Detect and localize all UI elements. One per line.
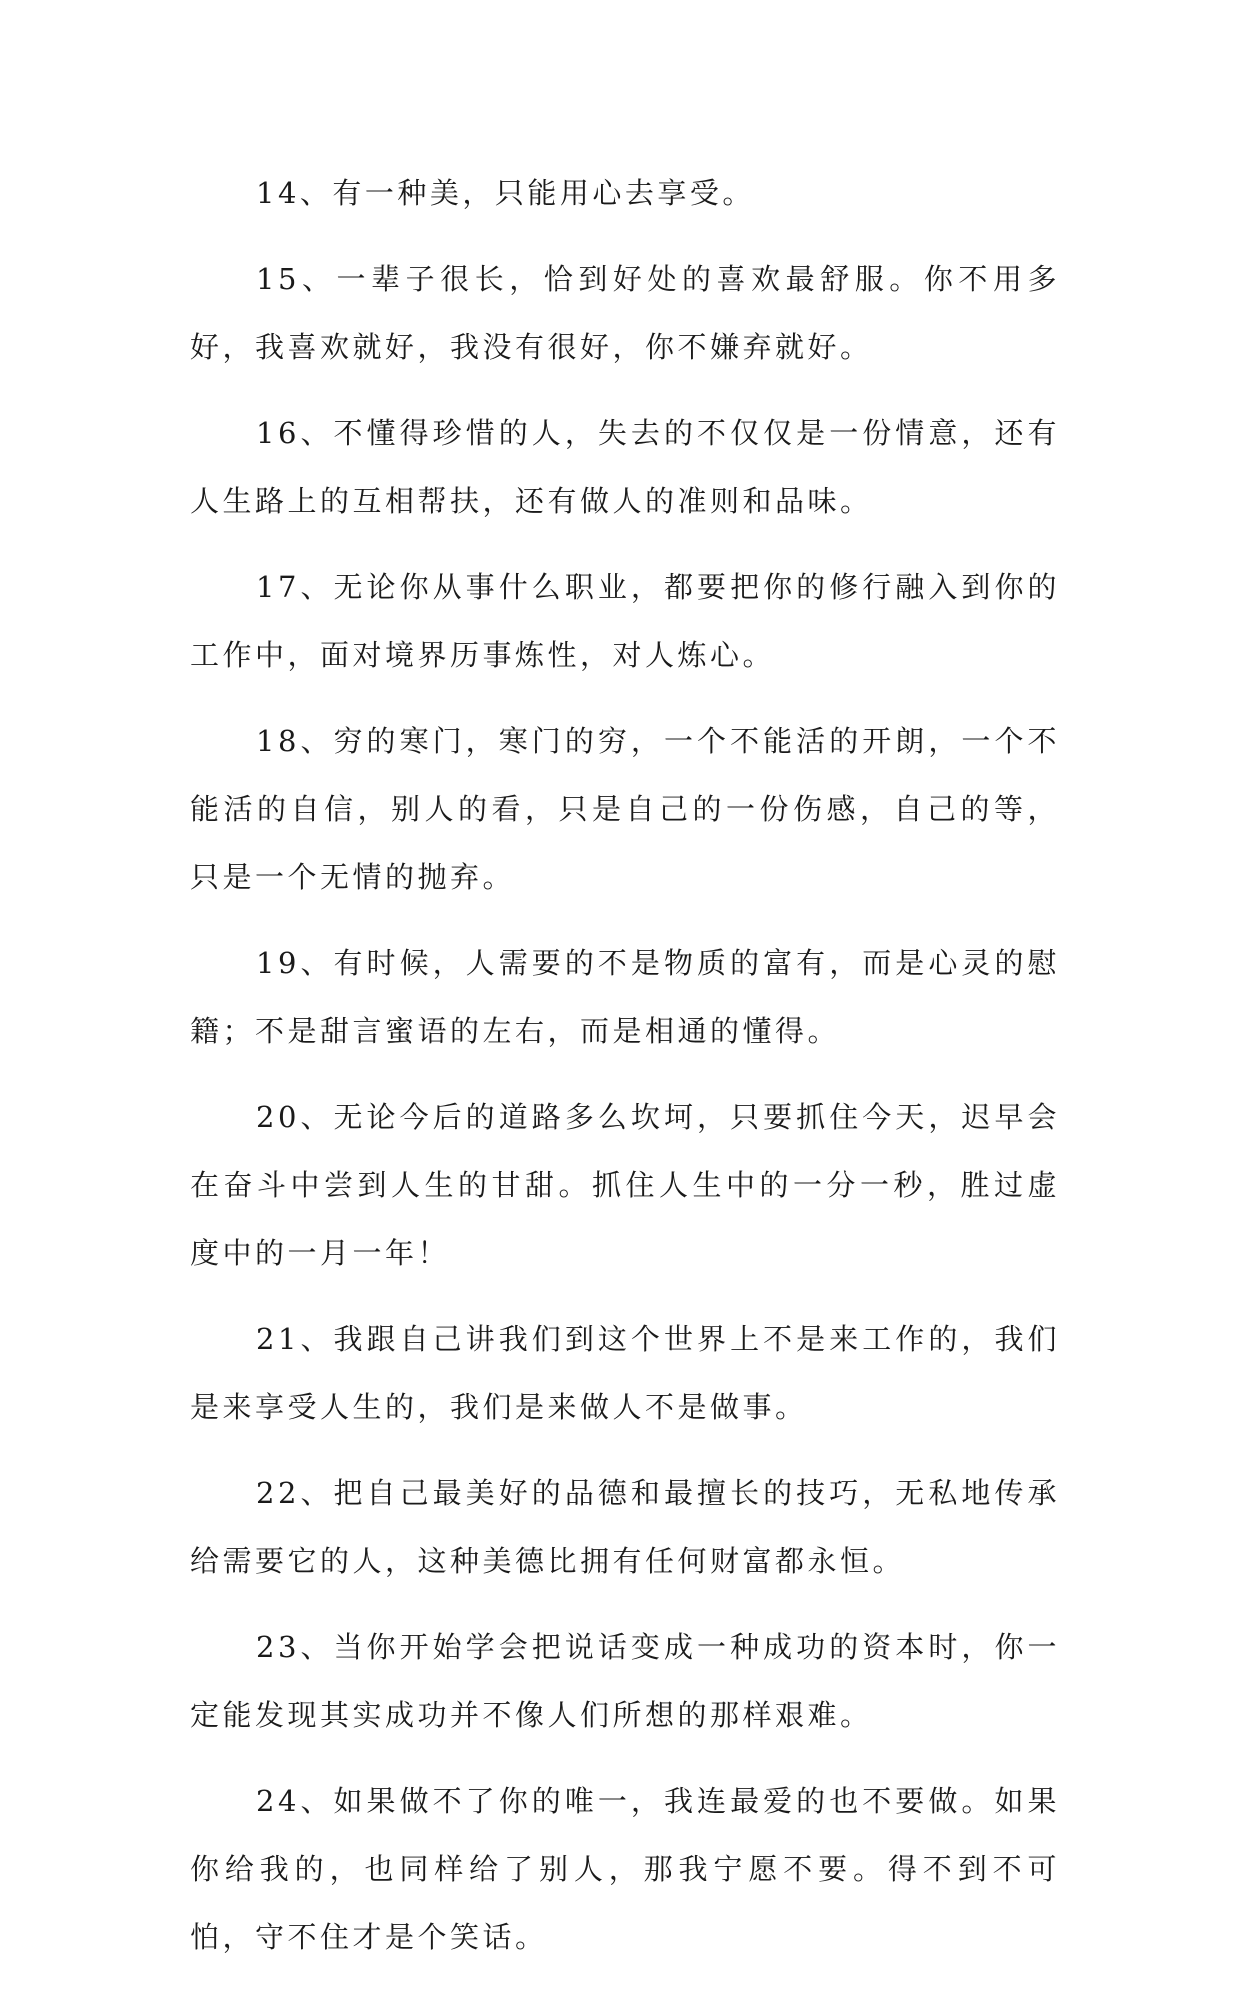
paragraph-17: 17、无论你从事什么职业，都要把你的修行融入到你的工作中，面对境界历事炼性，对人炼心。 <box>190 570 1060 672</box>
paragraph-24: 24、如果做不了你的唯一，我连最爱的也不要做。如果你给我的，也同样给了别人，那我宁愿不要。得不到不可怕，守不住才是个笑话。 <box>190 1784 1060 1954</box>
paragraph-23: 23、当你开始学会把说话变成一种成功的资本时，你一定能发现其实成功并不像人们所想的那样艰难。 <box>190 1630 1060 1732</box>
paragraph-20: 20、无论今后的道路多么坎坷，只要抓住今天，迟早会在奋斗中尝到人生的甘甜。抓住人生中的一分一秒，胜过虚度中的一月一年！ <box>190 1100 1060 1270</box>
paragraph-16: 16、不懂得珍惜的人，失去的不仅仅是一份情意，还有人生路上的互相帮扶，还有做人的准则和品味。 <box>190 416 1060 518</box>
paragraph-19: 19、有时候，人需要的不是物质的富有，而是心灵的慰籍；不是甜言蜜语的左右，而是相通的懂得。 <box>190 946 1060 1048</box>
paragraph-18: 18、穷的寒门，寒门的穷，一个不能活的开朗，一个不能活的自信，别人的看，只是自己的一份伤感，自己的等，只是一个无情的抛弃。 <box>190 724 1060 894</box>
paragraph-21: 21、我跟自己讲我们到这个世界上不是来工作的，我们是来享受人生的，我们是来做人不是做事。 <box>190 1322 1060 1424</box>
document-body <box>190 159 1060 1989</box>
paragraph-22: 22、把自己最美好的品德和最擅长的技巧，无私地传承给需要它的人，这种美德比拥有任何财富都永恒。 <box>190 1476 1060 1578</box>
paragraph-14: 14、有一种美，只能用心去享受。 <box>256 176 755 210</box>
paragraph-15: 15、一辈子很长，恰到好处的喜欢最舒服。你不用多好，我喜欢就好，我没有很好，你不嫌弃就好。 <box>190 262 1060 364</box>
